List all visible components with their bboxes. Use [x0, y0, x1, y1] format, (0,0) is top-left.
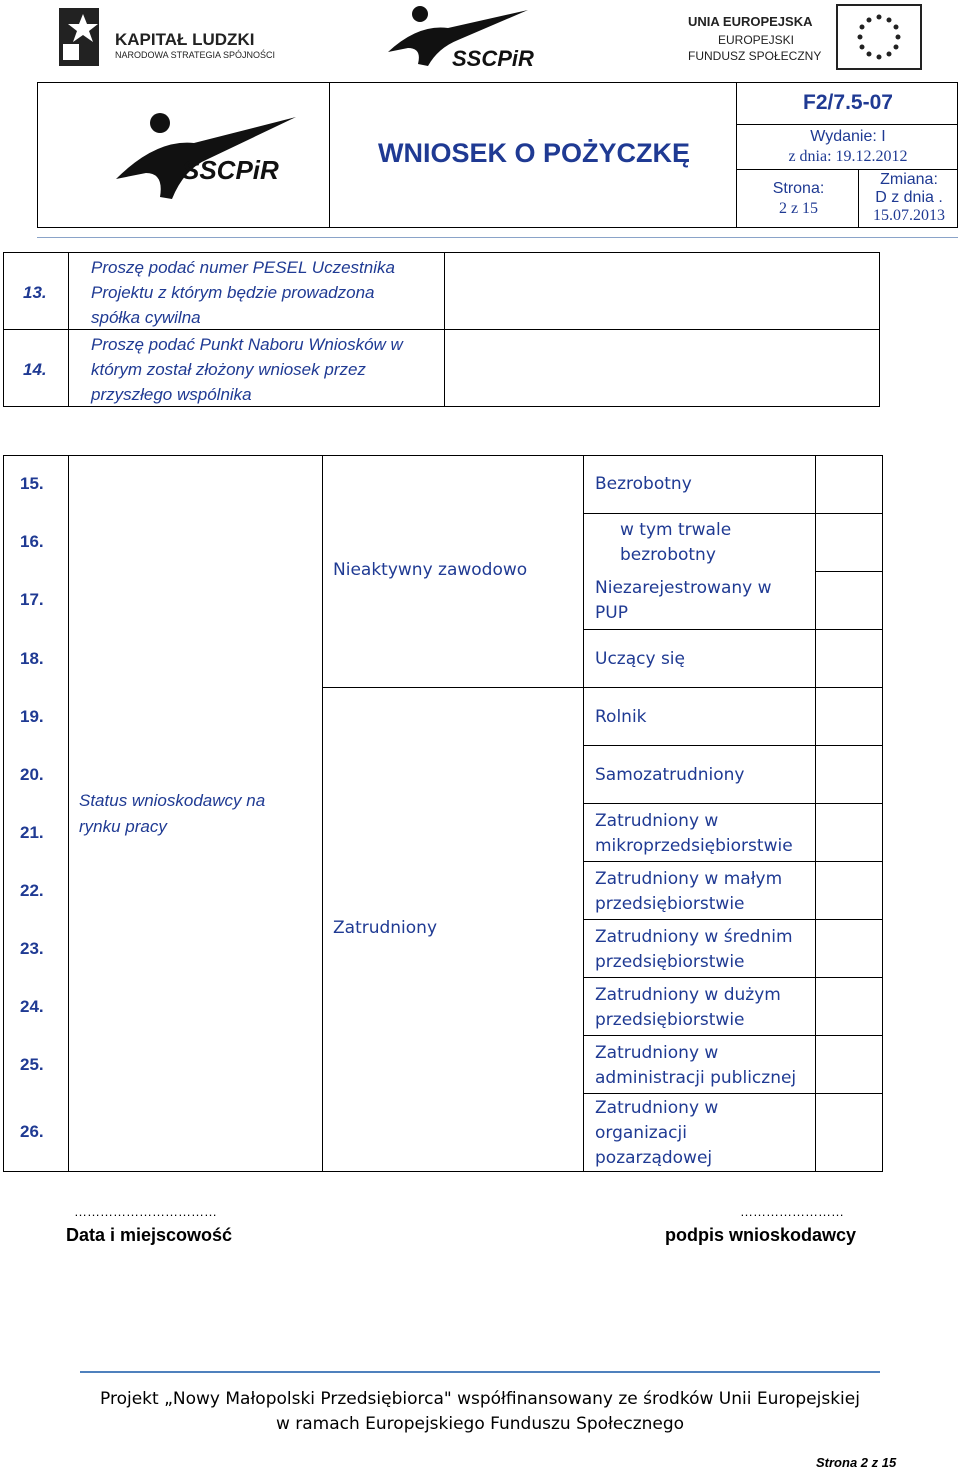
row-number: 22. [20, 881, 44, 900]
header-title-cell [329, 82, 737, 228]
row-number: 26. [20, 1122, 44, 1141]
footer-divider [80, 1371, 880, 1373]
edition-date: z dnia: 19.12.2012 [788, 148, 908, 165]
group-inactive: Nieaktywny zawodowo [333, 560, 528, 580]
option-label: Bezrobotny [595, 474, 692, 494]
checkbox-trwale-bezrobotny[interactable] [816, 514, 882, 571]
row-number: 20. [20, 765, 44, 784]
option-label: Rolnik [595, 707, 647, 727]
row-number: 21. [20, 823, 44, 842]
pesel-answer-field[interactable] [444, 252, 880, 330]
checkbox-bezrobotny[interactable] [816, 456, 882, 513]
checkbox-ngo[interactable] [816, 1094, 882, 1171]
kapital-ludzki-title: KAPITAŁ LUDZKI [115, 30, 255, 49]
option-label: Zatrudniony w mikroprzedsiębiorstwie [595, 811, 793, 856]
header-code-cell [736, 82, 958, 125]
table-left-border [3, 455, 4, 1172]
eu-logo [688, 4, 922, 72]
row-number: 15. [20, 474, 44, 493]
option-label: Zatrudniony w organizacji pozarządowej [595, 1098, 719, 1168]
question-number: 13. [23, 283, 47, 302]
signature-label: podpis wnioskodawcy [665, 1225, 857, 1245]
question-row [3, 252, 445, 330]
sscpir-logo-top [378, 4, 538, 72]
num-column-border [68, 455, 69, 1172]
status-label: Status wnioskodawcy na rynku pracy [79, 791, 266, 836]
date-place-dots[interactable]: …………………………… [74, 1204, 217, 1219]
change-date: 15.07.2013 [873, 207, 945, 224]
question-text: Proszę podać Punkt Naboru Wniosków w którym został złożony wniosek przez przyszłego wspólnika [91, 335, 403, 404]
checkbox-male[interactable] [816, 862, 882, 919]
option-label: Samozatrudniony [595, 765, 745, 785]
date-place-label: Data i miejscowość [66, 1225, 233, 1245]
option-label: Zatrudniony w małym przedsiębiorstwie [595, 869, 783, 914]
header-page-cell [736, 169, 859, 228]
table-right-border [882, 455, 883, 1172]
application-point-answer-field[interactable] [444, 329, 880, 407]
option-label: w tym trwale bezrobotny [620, 520, 732, 565]
group-divider [322, 687, 583, 688]
document-code: F2/7.5-07 [803, 91, 893, 114]
label-column-border [322, 455, 323, 1172]
kapital-ludzki-subtitle: NARODOWA STRATEGIA SPÓJNOŚCI [115, 50, 276, 60]
page-value: 2 z 15 [778, 200, 819, 217]
change-label: Zmiana: [880, 171, 938, 188]
kapital-ludzki-emblem-icon [55, 4, 115, 70]
checkbox-mikro[interactable] [816, 804, 882, 861]
change-value: D z dnia . [875, 189, 943, 206]
table-top-border [3, 455, 883, 456]
question-text: Proszę podać numer PESEL Uczestnika Projektu z którym będzie prowadzona spółka cywilna [91, 258, 395, 327]
kapital-ludzki-logo [55, 4, 295, 70]
header-logo-text: SSCPiR [182, 155, 279, 185]
group-column-border [583, 455, 584, 1172]
option-label: Niezarejestrowany w PUP [595, 578, 772, 623]
eu-line3: FUNDUSZ SPOŁECZNY [688, 49, 822, 63]
option-label: Zatrudniony w administracji publicznej [595, 1043, 797, 1088]
footer-line1: Projekt „Nowy Małopolski Przedsiębiorca" współfinansowany ze środków Unii Europejskiej [100, 1389, 860, 1409]
sscpir-top-text: SSCPiR [452, 46, 534, 71]
document-title: WNIOSEK O POŻYCZKĘ [377, 138, 691, 168]
row-number: 25. [20, 1055, 44, 1074]
checkbox-samozatrudniony[interactable] [816, 746, 882, 803]
page-label: Strona: [772, 180, 825, 197]
footer-line2: w ramach Europejskiego Funduszu Społecznego [275, 1414, 685, 1434]
question-row [3, 329, 445, 407]
eu-line2: EUROPEJSKI [718, 33, 795, 47]
header-logo-cell [37, 82, 330, 228]
checkbox-srednie[interactable] [816, 920, 882, 977]
eu-line1: UNIA EUROPEJSKA [688, 14, 813, 29]
row-number: 16. [20, 532, 44, 551]
row-number: 18. [20, 649, 44, 668]
eu-flag-icon [836, 4, 922, 70]
question-number: 14. [23, 360, 47, 379]
header-change-cell [858, 169, 958, 228]
table-bottom-border [3, 1171, 883, 1172]
option-label: Uczący się [595, 649, 685, 669]
row-number: 17. [20, 590, 44, 609]
checkbox-duze[interactable] [816, 978, 882, 1035]
header-divider [37, 237, 958, 238]
checkbox-administracja[interactable] [816, 1036, 882, 1093]
checkbox-niezarejestrowany[interactable] [816, 572, 882, 629]
question-column-divider [68, 252, 69, 407]
group-employed: Zatrudniony [333, 918, 438, 938]
row-number: 19. [20, 707, 44, 726]
header-edition-cell [736, 124, 958, 170]
checkbox-rolnik[interactable] [816, 688, 882, 745]
checkbox-uczacy-sie[interactable] [816, 630, 882, 687]
row-number: 24. [20, 997, 44, 1016]
edition: Wydanie: I [810, 128, 886, 145]
option-label: Zatrudniony w dużym przedsiębiorstwie [595, 985, 781, 1030]
row-number: 23. [20, 939, 44, 958]
signature-dots[interactable]: …………………… [740, 1204, 844, 1219]
footer-page-number: Strona 2 z 15 [816, 1455, 897, 1470]
option-label: Zatrudniony w średnim przedsiębiorstwie [595, 927, 793, 972]
